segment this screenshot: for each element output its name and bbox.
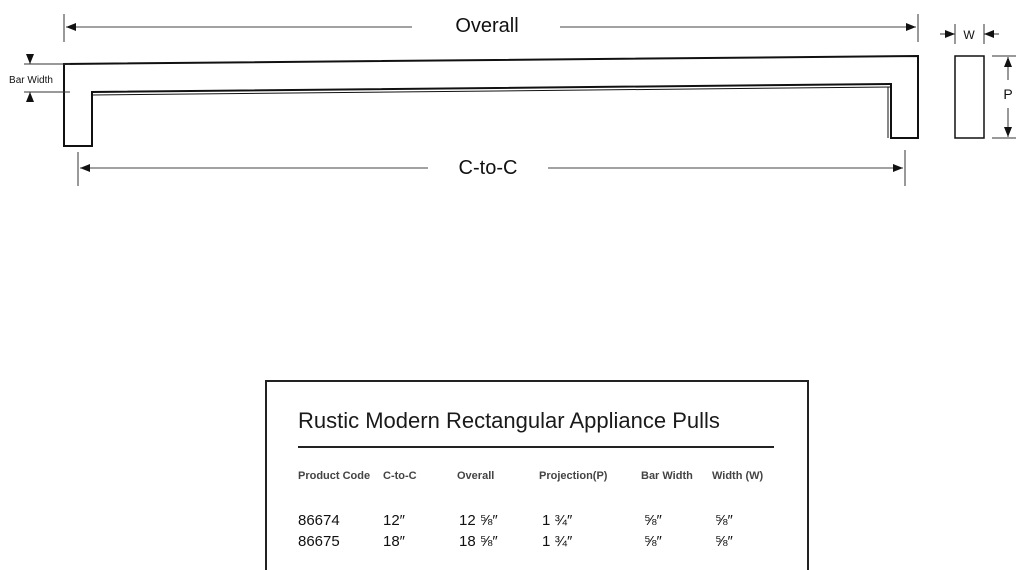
header-product-code: Product Code: [298, 470, 371, 482]
overall-label: Overall: [455, 15, 519, 37]
header-width: Width (W): [712, 470, 764, 482]
cell-width: ⅝″: [715, 512, 733, 529]
w-label: W: [963, 28, 975, 42]
cell-product-code: 86675: [298, 533, 340, 550]
header-overall: Overall: [457, 470, 495, 482]
c-to-c-label: C-to-C: [458, 157, 518, 179]
cell-product-code: 86674: [298, 512, 340, 529]
cell-bar-width: ⅝″: [644, 512, 662, 529]
side-view: [940, 24, 1016, 138]
pull-handle-outline: [64, 56, 918, 146]
cell-c-to-c: 18″: [383, 533, 405, 550]
c-to-c-dimension: [78, 150, 905, 186]
cell-projection: 1 ¾″: [542, 512, 573, 529]
header-c-to-c: C-to-C: [383, 470, 417, 482]
cell-bar-width: ⅝″: [644, 533, 662, 550]
title-divider: [298, 446, 774, 448]
header-bar-width: Bar Width: [641, 470, 693, 482]
spec-table-title: Rustic Modern Rectangular Appliance Pulls: [298, 408, 720, 433]
p-label: P: [1003, 86, 1013, 102]
cell-c-to-c: 12″: [383, 512, 405, 529]
cell-width: ⅝″: [715, 533, 733, 550]
overall-dimension: [64, 14, 918, 42]
cell-projection: 1 ¾″: [542, 533, 573, 550]
cell-overall: 12 ⅝″: [459, 512, 498, 529]
bar-width-label: Bar Width: [9, 75, 53, 86]
cell-overall: 18 ⅝″: [459, 533, 498, 550]
spec-table-card: [265, 380, 809, 570]
bar-width-dimension: [9, 55, 70, 101]
header-projection: Projection(P): [539, 470, 608, 482]
side-profile-rect: [955, 56, 984, 138]
